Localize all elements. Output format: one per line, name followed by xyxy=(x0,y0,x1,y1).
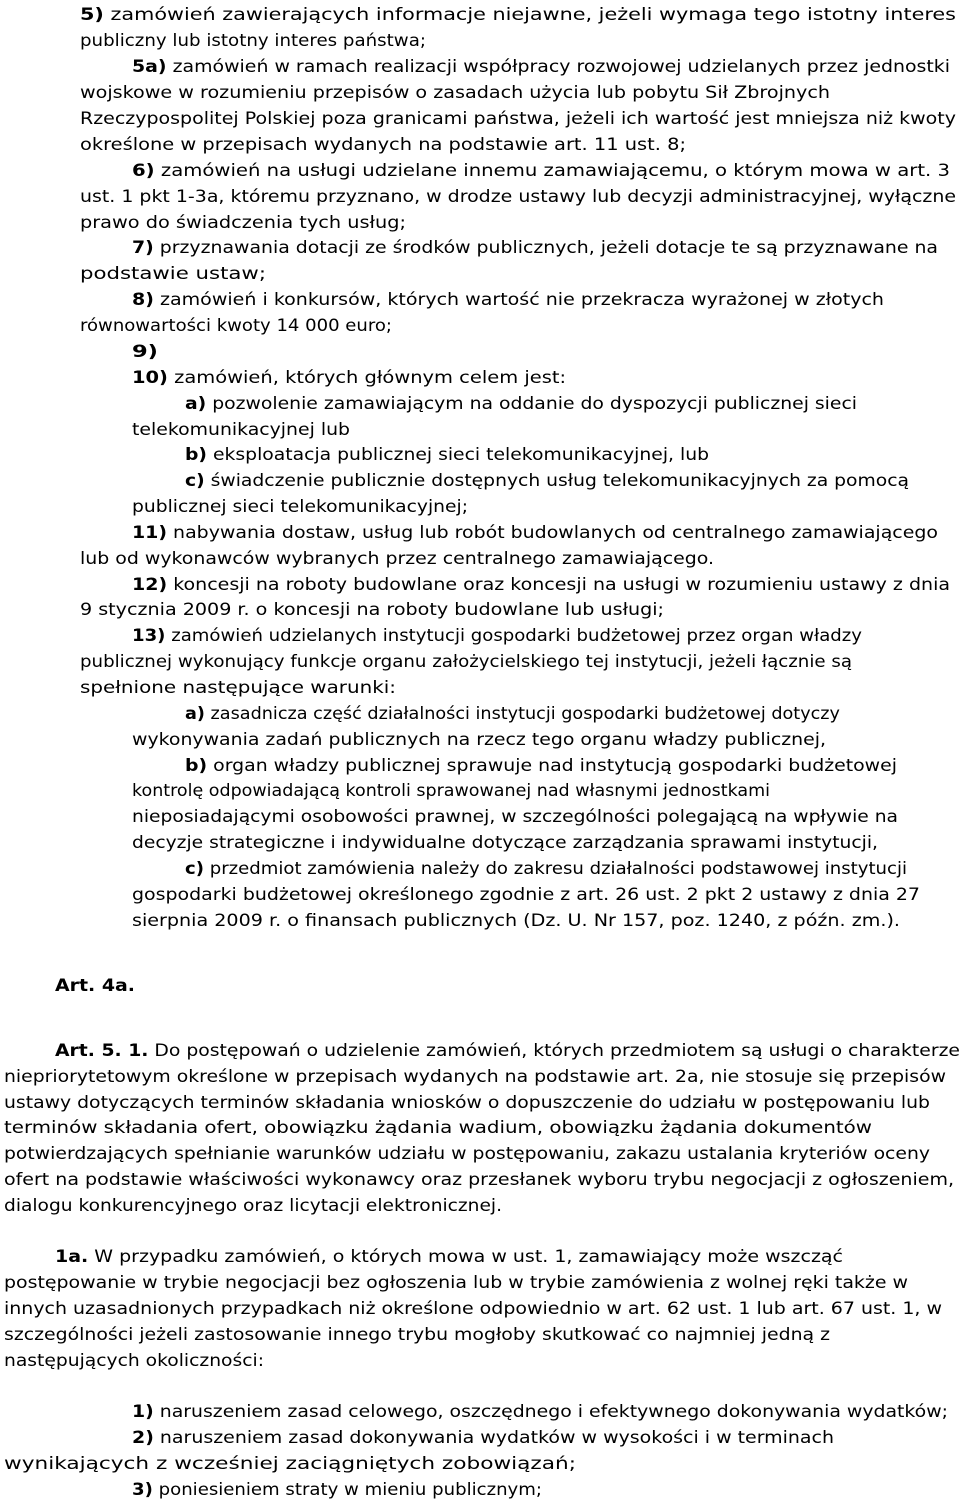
text-line xyxy=(185,755,897,777)
text-line xyxy=(132,806,898,828)
text-line xyxy=(80,4,956,26)
item-number: Art. 4a. xyxy=(55,976,135,995)
text-line xyxy=(132,56,950,78)
text-run: 9 stycznia 2009 r. o koncesji na roboty budowlane lub usługi; xyxy=(80,600,664,619)
text-run: terminów składania ofert, obowiązku żądania wadium, obowiązku żądania dokumentów xyxy=(4,1118,872,1137)
text-run: postępowanie w trybie negocjacji bez ogłoszenia lub w trybie zamówienia z wolnej ręki także w xyxy=(4,1273,908,1292)
text-run: gospodarki budżetowej określonego zgodnie z art. 26 ust. 2 pkt 2 ustawy z dnia 27 xyxy=(132,885,920,904)
text-run: pozwolenie zamawiającym na oddanie do dyspozycji publicznej sieci xyxy=(206,394,858,413)
text-run: naruszeniem zasad celowego, oszczędnego i efektywnego dokonywania wydatków; xyxy=(153,1402,949,1421)
text-line xyxy=(132,289,884,311)
text-line xyxy=(132,1401,948,1423)
text-line xyxy=(132,1479,542,1501)
text-line xyxy=(4,1143,930,1165)
text-line xyxy=(132,729,826,751)
text-line xyxy=(55,1040,960,1062)
text-run: wynikających z wcześniej zaciągniętych zobowiązań; xyxy=(4,1454,576,1473)
text-line xyxy=(4,1453,576,1475)
item-number: Art. 5. 1. xyxy=(55,1041,149,1060)
text-line xyxy=(132,780,770,802)
text-line xyxy=(132,419,350,441)
text-run: zasadnicza część działalności instytucji gospodarki budżetowej dotyczy xyxy=(204,704,840,723)
text-run: zamówień na usługi udzielane innemu zamawiającemu, o którym mowa w art. 3 xyxy=(154,161,950,180)
text-run: decyzje strategiczne i indywidualne dotyczące zarządzania sprawami instytucji, xyxy=(132,833,878,852)
text-line xyxy=(132,341,158,363)
text-run: ofert na podstawie właściwości wykonawcy oraz przesłanek wyboru trybu negocjacji z ogłoszeniem, xyxy=(4,1170,955,1189)
text-run: Rzeczypospolitej Polskiej poza granicami państwa, jeżeli ich wartość jest mniejsza niż kwoty xyxy=(80,109,957,128)
item-number: 1) xyxy=(132,1402,154,1421)
item-number: 8) xyxy=(132,290,154,309)
text-line xyxy=(132,522,938,544)
item-number: 2) xyxy=(132,1428,154,1447)
text-line xyxy=(4,1195,502,1217)
text-run: W przypadku zamówień, o których mowa w ust. 1, zamawiający może wszcząć xyxy=(88,1247,844,1266)
text-line xyxy=(80,108,956,130)
text-line xyxy=(80,186,956,208)
text-run: świadczenie publicznie dostępnych usług telekomunikacyjnych za pomocą xyxy=(204,471,910,490)
item-number: 5) xyxy=(80,5,104,24)
text-line xyxy=(80,212,406,234)
item-number: c) xyxy=(185,471,205,490)
text-line xyxy=(132,574,950,596)
item-number: 3) xyxy=(132,1480,153,1499)
text-line xyxy=(4,1117,872,1139)
item-number: 13) xyxy=(132,626,166,645)
text-line xyxy=(132,237,938,259)
text-line xyxy=(132,910,900,932)
text-line xyxy=(132,884,920,906)
text-run: potwierdzających spełnianie warunków udziału w postępowaniu, zakazu ustalania kryteriów oceny xyxy=(4,1144,930,1163)
item-number: 5a) xyxy=(132,57,167,76)
text-line xyxy=(80,30,426,52)
text-run: eksploatacja publicznej sieci telekomunikacyjnej, lub xyxy=(207,445,709,464)
item-number: a) xyxy=(185,704,205,723)
text-line xyxy=(132,160,950,182)
text-run: telekomunikacyjnej lub xyxy=(132,420,350,439)
text-run: ustawy dotyczących terminów składania wniosków o dopuszczenie do udziału w postępowaniu lub xyxy=(4,1093,930,1112)
text-run: naruszeniem zasad dokonywania wydatków w wysokości i w terminach xyxy=(153,1428,835,1447)
text-line xyxy=(132,496,468,518)
text-run: zamówień i konkursów, których wartość nie przekracza wyrażonej w złotych xyxy=(153,290,884,309)
item-number: 1a. xyxy=(55,1247,89,1266)
text-line xyxy=(4,1350,264,1372)
text-run: innych uzasadnionych przypadkach niż określone odpowiednio w art. 62 ust. 1 lub art. 67 ust. 1, w xyxy=(4,1299,943,1318)
text-run: publicznej sieci telekomunikacyjnej; xyxy=(132,497,468,516)
text-line xyxy=(80,134,686,156)
text-line xyxy=(4,1169,954,1191)
item-number: 12) xyxy=(132,575,168,594)
text-run: dialogu konkurencyjnego oraz licytacji elektronicznej. xyxy=(4,1196,502,1215)
text-run: przedmiot zamówienia należy do zakresu działalności podstawowej instytucji xyxy=(203,859,908,878)
text-line xyxy=(132,1427,834,1449)
text-run: organ władzy publicznej sprawuje nad instytucją gospodarki budżetowej xyxy=(207,756,897,775)
text-line xyxy=(4,1324,830,1346)
text-run: spełnione następujące warunki: xyxy=(80,678,396,697)
text-line xyxy=(80,599,664,621)
text-run: zamówień w ramach realizacji współpracy rozwojowej udzielanych przez jednostki xyxy=(166,57,950,76)
text-run: publiczny lub istotny interes państwa; xyxy=(80,31,426,50)
text-line xyxy=(132,367,566,389)
text-line xyxy=(185,444,709,466)
text-line xyxy=(132,625,862,647)
item-number: b) xyxy=(185,445,208,464)
text-run: poniesieniem straty w mieniu publicznym; xyxy=(152,1480,542,1499)
text-run: szczególności jeżeli zastosowanie innego trybu mogłoby skutkować co najmniej jedną z xyxy=(4,1325,830,1344)
text-run: wojskowe w rozumieniu przepisów o zasadach użycia lub pobytu Sił Zbrojnych xyxy=(80,83,830,102)
text-run: prawo do świadczenia tych usług; xyxy=(80,213,406,232)
text-run: zamówień udzielanych instytucji gospodarki budżetowej przez organ władzy xyxy=(165,626,862,645)
text-line xyxy=(4,1298,942,1320)
text-run: Do postępowań o udzielenie zamówień, których przedmiotem są usługi o charakterze xyxy=(148,1041,960,1060)
text-line xyxy=(80,651,852,673)
text-line xyxy=(132,832,878,854)
text-run: nieposiadającymi osobowości prawnej, w szczególności polegającą na wpływie na xyxy=(132,807,898,826)
text-line xyxy=(80,677,396,699)
text-run: następujących okoliczności: xyxy=(4,1351,264,1370)
item-number: c) xyxy=(185,859,204,878)
text-line xyxy=(80,548,714,570)
text-run: przyznawania dotacji ze środków publicznych, jeżeli dotacje te są przyznawane na xyxy=(153,238,938,257)
text-line xyxy=(4,1066,946,1088)
text-line xyxy=(80,315,392,337)
text-line xyxy=(55,1246,843,1268)
text-line xyxy=(55,975,135,997)
text-line xyxy=(80,263,266,285)
item-number: 6) xyxy=(132,161,155,180)
text-line xyxy=(4,1092,930,1114)
text-run: określone w przepisach wydanych na podstawie art. 11 ust. 8; xyxy=(80,135,686,154)
text-run: lub od wykonawców wybranych przez centralnego zamawiającego. xyxy=(80,549,714,568)
item-number: 9) xyxy=(132,342,158,361)
item-number: 10) xyxy=(132,368,168,387)
text-run: równowartości kwoty 14 000 euro; xyxy=(80,316,392,335)
text-run: sierpnia 2009 r. o finansach publicznych (Dz. U. Nr 157, poz. 1240, z późn. zm.). xyxy=(132,911,900,930)
text-run: ust. 1 pkt 1-3a, któremu przyznano, w drodze ustawy lub decyzji administracyjnej, wyłączne xyxy=(80,187,956,206)
item-number: 7) xyxy=(132,238,154,257)
text-run: nabywania dostaw, usług lub robót budowlanych od centralnego zamawiającego xyxy=(167,523,938,542)
text-run: zamówień zawierających informacje niejawne, jeżeli wymaga tego istotny interes xyxy=(103,5,957,24)
item-number: 11) xyxy=(132,523,168,542)
text-line xyxy=(4,1272,908,1294)
text-run: podstawie ustaw; xyxy=(80,264,266,283)
text-run: zamówień, których głównym celem jest: xyxy=(167,368,566,387)
text-line xyxy=(185,703,840,725)
text-line xyxy=(185,858,907,880)
text-run: kontrolę odpowiadającą kontroli sprawowanej nad własnymi jednostkami xyxy=(132,781,770,800)
text-line xyxy=(185,470,909,492)
text-run: publicznej wykonujący funkcje organu założycielskiego tej instytucji, jeżeli łącznie są xyxy=(80,652,852,671)
text-line xyxy=(185,393,857,415)
text-run: niepriorytetowym określone w przepisach wydanych na podstawie art. 2a, nie stosuje się przepisów xyxy=(4,1067,946,1086)
text-line xyxy=(80,82,830,104)
item-number: b) xyxy=(185,756,208,775)
text-run: koncesji na roboty budowlane oraz koncesji na usługi w rozumieniu ustawy z dnia xyxy=(167,575,950,594)
text-run: wykonywania zadań publicznych na rzecz tego organu władzy publicznej, xyxy=(132,730,826,749)
item-number: a) xyxy=(185,394,207,413)
